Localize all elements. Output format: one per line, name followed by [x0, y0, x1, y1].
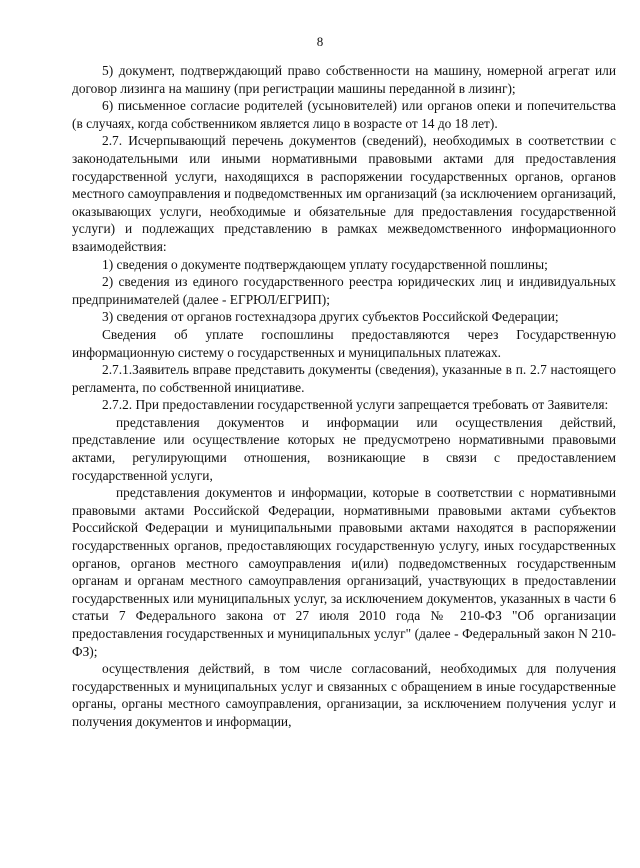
- paragraph-section-2-7: 2.7. Исчерпывающий перечень документов (сведений), необходимых в соответствии с законодательными или иными нормативными правовыми актами для предоставления государственной услуги, находящихся в распоряжении государственных органов, органов местного самоуправления и подведомственных им организаций (за исключением организаций, оказывающих услуги, необходимые и обязательные для предоставления государственной услуги) и подлежащих представлению в рамках межведомственного информационного взаимодействия:: [72, 133, 616, 254]
- paragraph-prohibition-2: представления документов и информации, которые в соответствии с нормативными правовыми актами Российской Федерации, нормативными правовыми актами субъектов Российской Федерации и муниципальными правовыми актами находятся в распоряжении государственных органов, предоставляющих государственную услугу, иных государственных органов, органов местного самоуправления и(или) подведомственных государственным органам и органам местного самоуправления организаций, участвующих в предоставлении государственных или муниципальных услуг, за исключением документов, указанных в части 6 статьи 7 Федерального закона от 27 июля 2010 года № 210-ФЗ "Об организации предоставления государственных и муниципальных услуг" (далее - Федеральный закон N 210-ФЗ);: [72, 485, 616, 659]
- paragraph-section-2-7-1: 2.7.1.Заявитель вправе представить документы (сведения), указанные в п. 2.7 настоящего регламента, по собственной инициативе.: [72, 362, 616, 395]
- paragraph-item-6: 6) письменное согласие родителей (усыновителей) или органов опеки и попечительства (в случаях, когда собственником является лицо в возрасте от 14 до 18 лет).: [72, 98, 616, 131]
- page-number: 8: [316, 34, 324, 49]
- paragraph-list-item-1: 1) сведения о документе подтверждающем уплату государственной пошлины;: [102, 256, 548, 272]
- paragraph-prohibition-3: осуществления действий, в том числе согласований, необходимых для получения государственных и муниципальных услуг и связанных с обращением в иные государственные органы, органы местного самоуправления, организации, за исключением получения услуг и получения документов и информации,: [72, 661, 616, 729]
- paragraph-list-item-2: 2) сведения из единого государственного реестра юридических лиц и индивидуальных предпринимателей (далее - ЕГРЮЛ/ЕГРИП);: [72, 274, 616, 307]
- paragraph-list-item-3: 3) сведения от органов гостехнадзора другиx субъектов Российской Федерации;: [102, 309, 559, 325]
- paragraph-item-5: 5) документ, подтверждающий право собственности на машину, номерной агрегат или договор лизинга на машину (при регистрации машины переданной в лизинг);: [72, 63, 616, 96]
- paragraph-fee-info: Сведения об уплате госпошлины предоставляются через Государственную информационную систему о государственных и муниципальных платежах.: [72, 326, 616, 360]
- paragraph-section-2-7-2: 2.7.2. При предоставлении государственной услуги запрещается требовать от Заявителя:: [102, 397, 609, 413]
- paragraph-prohibition-1: представления документов и информации или осуществления действий, представление или осуществление которых не предусмотрено нормативными правовыми актами, регулирующими отношения, возникающие в связи с предоставлением государственной услуги,: [72, 414, 616, 483]
- document-body: [72, 62, 616, 731]
